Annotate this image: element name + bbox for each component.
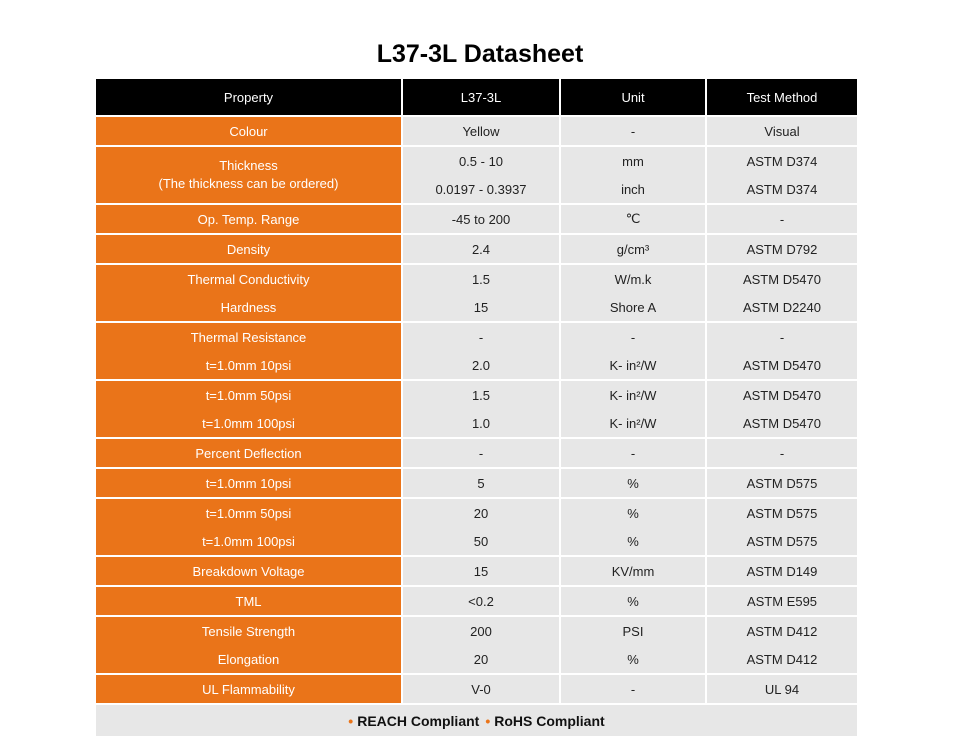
property-label: Elongation — [217, 651, 280, 667]
value-rows — [403, 587, 857, 615]
value-rows — [403, 117, 857, 145]
value-cell: 50 — [403, 527, 561, 555]
property-cell — [96, 205, 403, 233]
property-cell — [96, 265, 403, 321]
page-title: L37-3L Datasheet — [376, 40, 584, 68]
value-rows — [403, 675, 857, 703]
property-label: Tensile Strength — [201, 623, 296, 639]
value-rows — [403, 439, 857, 467]
table-row — [403, 439, 857, 467]
test-method-cell: - — [779, 329, 785, 345]
unit-cell: PSI — [561, 617, 707, 645]
rohs-compliant: RoHS Compliant — [494, 712, 605, 729]
property-label: Percent Deflection — [195, 445, 302, 461]
unit-cell: - — [561, 323, 707, 351]
value-rows — [403, 381, 857, 437]
property-label: t=1.0mm 10psi — [205, 475, 292, 491]
value-cell: -45 to 200 — [403, 205, 561, 233]
table-row-group — [96, 115, 857, 145]
table-row — [403, 265, 857, 293]
header-property: Property — [96, 79, 403, 115]
value-cell: 1.5 — [403, 265, 561, 293]
table-row-group — [96, 673, 857, 703]
property-label: Thickness — [219, 158, 278, 173]
unit-cell: K- in²/W — [561, 351, 707, 379]
table-row — [403, 557, 857, 585]
value-rows — [403, 323, 857, 379]
value-cell: 0.0197 - 0.3937 — [403, 175, 561, 203]
value-cell: 20 — [403, 645, 561, 673]
unit-cell: g/cm³ — [561, 235, 707, 263]
unit-cell: % — [561, 527, 707, 555]
unit-cell: - — [561, 117, 707, 145]
value-rows — [403, 557, 857, 585]
value-rows — [403, 205, 857, 233]
property-label: Thermal Conductivity — [187, 271, 310, 287]
table-row — [403, 499, 857, 527]
test-method-cell: ASTM D412 — [746, 651, 818, 667]
value-rows — [403, 147, 857, 203]
property-cell — [96, 381, 403, 437]
value-cell: 1.5 — [403, 381, 561, 409]
value-cell: - — [403, 439, 561, 467]
test-method-cell: ASTM D412 — [746, 623, 818, 639]
property-cell — [96, 499, 403, 555]
table-row — [403, 587, 857, 615]
test-method-cell: - — [779, 211, 785, 227]
table-row — [403, 381, 857, 409]
table-row-group — [96, 615, 857, 673]
table-row — [403, 205, 857, 233]
property-label: t=1.0mm 50psi — [205, 505, 292, 521]
property-cell — [96, 323, 403, 379]
header-unit: Unit — [561, 79, 707, 115]
value-rows — [403, 235, 857, 263]
bullet-icon: • — [485, 712, 491, 729]
property-label: t=1.0mm 100psi — [202, 415, 295, 431]
test-method-cell: ASTM D5470 — [742, 271, 822, 287]
table-row — [403, 175, 857, 203]
table-row — [403, 409, 857, 437]
test-method-cell: ASTM D5470 — [742, 415, 822, 431]
unit-cell: - — [561, 675, 707, 703]
table-row — [403, 527, 857, 555]
table-row-group — [96, 203, 857, 233]
property-label: Thermal Resistance — [190, 329, 307, 345]
unit-cell: % — [561, 469, 707, 497]
value-cell: 15 — [403, 557, 561, 585]
test-method-cell: - — [779, 445, 785, 461]
test-method-cell: UL 94 — [764, 681, 800, 697]
table-row-group — [96, 437, 857, 467]
property-label: t=1.0mm 10psi — [205, 357, 292, 373]
property-cell — [96, 557, 403, 585]
unit-cell: mm — [561, 147, 707, 175]
header-l37: L37-3L — [403, 79, 561, 115]
test-method-cell: ASTM D5470 — [742, 357, 822, 373]
property-label: t=1.0mm 100psi — [202, 533, 295, 549]
property-label: TML — [235, 593, 262, 609]
value-cell: 20 — [403, 499, 561, 527]
value-cell: - — [403, 323, 561, 351]
unit-cell: ℃ — [561, 205, 707, 233]
table-row-group — [96, 555, 857, 585]
test-method-cell: ASTM D575 — [746, 533, 818, 549]
unit-cell: K- in²/W — [561, 409, 707, 437]
datasheet-table — [96, 79, 857, 736]
table-row — [403, 469, 857, 497]
unit-cell: Shore A — [561, 293, 707, 321]
value-cell: 2.0 — [403, 351, 561, 379]
unit-cell: inch — [561, 175, 707, 203]
property-cell — [96, 439, 403, 467]
test-method-cell: ASTM D5470 — [742, 387, 822, 403]
property-cell — [96, 147, 403, 203]
table-row-group — [96, 145, 857, 203]
value-cell: 15 — [403, 293, 561, 321]
value-cell: 0.5 - 10 — [403, 147, 561, 175]
unit-cell: - — [561, 439, 707, 467]
table-row-group — [96, 263, 857, 321]
value-rows — [403, 617, 857, 673]
table-row-group — [96, 585, 857, 615]
value-rows — [403, 469, 857, 497]
value-cell: 200 — [403, 617, 561, 645]
property-label: Breakdown Voltage — [192, 563, 305, 579]
property-label: Colour — [229, 123, 268, 139]
property-label: t=1.0mm 50psi — [205, 387, 292, 403]
property-cell — [96, 235, 403, 263]
value-cell: 2.4 — [403, 235, 561, 263]
test-method-cell: ASTM D575 — [746, 505, 818, 521]
table-row — [403, 675, 857, 703]
table-row-group — [96, 497, 857, 555]
property-cell — [96, 117, 403, 145]
value-rows — [403, 265, 857, 321]
property-cell — [96, 469, 403, 497]
table-body — [96, 115, 857, 703]
test-method-cell: ASTM D575 — [746, 475, 818, 491]
unit-cell: K- in²/W — [561, 381, 707, 409]
test-method-cell: ASTM D374 — [746, 181, 818, 197]
table-header — [96, 79, 857, 115]
table-row — [403, 645, 857, 673]
property-label: Op. Temp. Range — [197, 211, 300, 227]
value-cell: V-0 — [403, 675, 561, 703]
table-row-group — [96, 233, 857, 263]
table-row — [403, 351, 857, 379]
test-method-cell: ASTM D2240 — [742, 299, 822, 315]
bullet-icon: • — [348, 712, 354, 729]
unit-cell: W/m.k — [561, 265, 707, 293]
test-method-cell: Visual — [764, 123, 800, 139]
table-row — [403, 117, 857, 145]
value-rows — [403, 499, 857, 555]
table-row-group — [96, 321, 857, 379]
test-method-cell: ASTM E595 — [746, 593, 818, 609]
table-row — [403, 323, 857, 351]
table-row — [403, 293, 857, 321]
property-label: (The thickness can be ordered) — [158, 176, 339, 191]
unit-cell: KV/mm — [561, 557, 707, 585]
property-label: Density — [226, 241, 271, 257]
test-method-cell: ASTM D149 — [746, 563, 818, 579]
header-test-method: Test Method — [746, 89, 818, 105]
test-method-cell: ASTM D792 — [746, 241, 818, 257]
table-row — [403, 617, 857, 645]
value-cell: <0.2 — [403, 587, 561, 615]
table-row — [403, 147, 857, 175]
property-label: UL Flammability — [202, 681, 295, 697]
unit-cell: % — [561, 645, 707, 673]
property-cell — [96, 587, 403, 615]
value-cell: 5 — [403, 469, 561, 497]
property-cell — [96, 675, 403, 703]
property-cell — [96, 617, 403, 673]
test-method-cell: ASTM D374 — [746, 153, 818, 169]
unit-cell: % — [561, 499, 707, 527]
compliance-footer — [96, 705, 857, 736]
value-cell: 1.0 — [403, 409, 561, 437]
value-cell: Yellow — [403, 117, 561, 145]
property-label: Hardness — [220, 299, 277, 315]
table-row-group — [96, 467, 857, 497]
table-row — [403, 235, 857, 263]
reach-compliant: REACH Compliant — [357, 712, 480, 729]
table-row-group — [96, 379, 857, 437]
unit-cell: % — [561, 587, 707, 615]
